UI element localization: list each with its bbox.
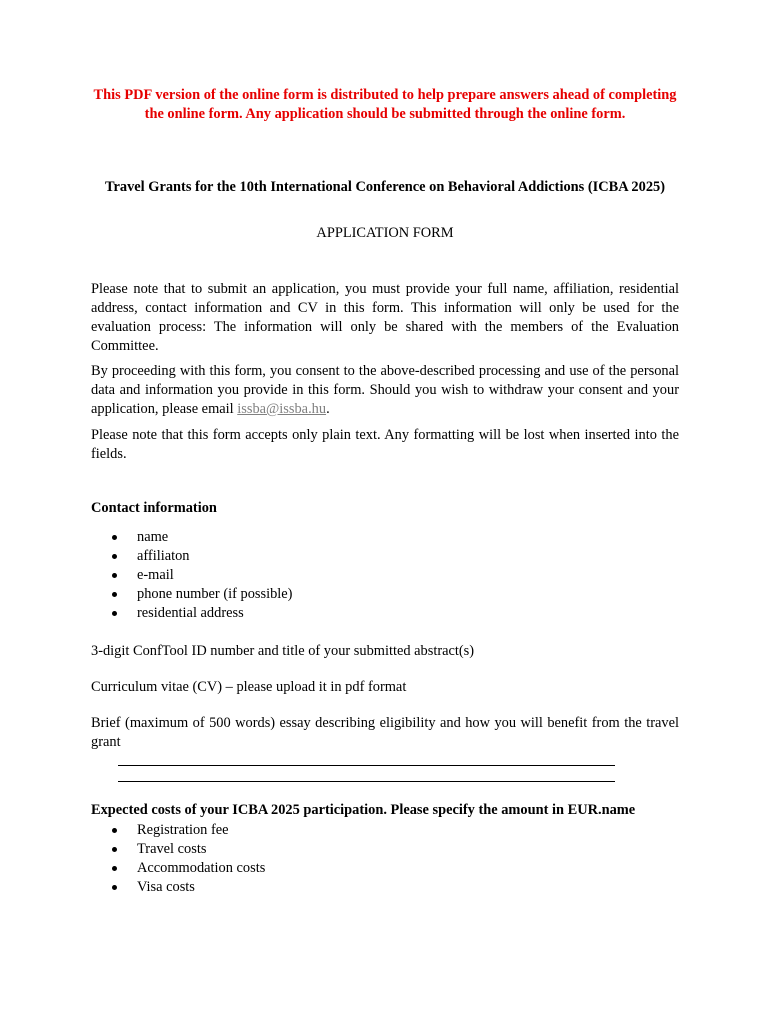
list-item-label: residential address xyxy=(137,605,244,621)
costs-list xyxy=(91,821,265,897)
privacy-paragraph: Please note that to submit an application, you must provide your full name, affiliation, residential address, contact information and CV in this form. This information will only be used for the evaluation process: The information will only be shared with the members of the Evaluation Committee. xyxy=(91,281,679,354)
bullet-icon xyxy=(112,554,117,559)
list-item-label: name xyxy=(137,529,169,545)
form-label: APPLICATION FORM xyxy=(316,225,454,241)
conftool-field-label: 3-digit ConfTool ID number and title of your submitted abstract(s) xyxy=(91,643,475,659)
list-item xyxy=(91,585,292,604)
bullet-icon xyxy=(112,828,117,833)
consent-text: By proceeding with this form, you consent to the above-described processing and use of the personal data and information you provide in this form. Should you wish to withdraw your consent and your application, please email xyxy=(91,363,679,417)
bullet-icon xyxy=(112,573,117,578)
answer-line xyxy=(118,765,615,766)
list-item xyxy=(91,859,265,878)
list-item xyxy=(91,604,292,623)
list-item-label: Registration fee xyxy=(137,822,229,838)
list-item xyxy=(91,566,292,585)
bullet-icon xyxy=(112,847,117,852)
list-item-label: affiliaton xyxy=(137,548,190,564)
consent-paragraph xyxy=(91,362,679,419)
list-item-label: Accommodation costs xyxy=(137,860,266,876)
cv-field-label: Curriculum vitae (CV) – please upload it in pdf format xyxy=(91,679,407,695)
bullet-icon xyxy=(112,611,117,616)
bullet-icon xyxy=(112,866,117,871)
bullet-icon xyxy=(112,535,117,540)
pdf-notice: This PDF version of the online form is distributed to help prepare answers ahead of completing the online form. Any application should be submitted through the online form. xyxy=(93,87,677,122)
email-link[interactable]: issba@issba.hu xyxy=(237,401,327,417)
list-item-label: phone number (if possible) xyxy=(137,586,293,602)
essay-field-label: Brief (maximum of 500 words) essay describing eligibility and how you will benefit from the travel grant xyxy=(91,715,679,750)
plain-text-paragraph: Please note that this form accepts only plain text. Any formatting will be lost when inserted into the fields. xyxy=(91,427,679,462)
bullet-icon xyxy=(112,592,117,597)
list-item-label: e-mail xyxy=(137,567,174,583)
list-item-label: Visa costs xyxy=(137,879,195,895)
list-item xyxy=(91,840,265,859)
list-item xyxy=(91,821,265,840)
contact-list xyxy=(91,528,292,623)
list-item xyxy=(91,547,292,566)
consent-end: . xyxy=(326,401,330,417)
list-item xyxy=(91,878,265,897)
document-title: Travel Grants for the 10th International Conference on Behavioral Addictions (ICBA 2025) xyxy=(104,179,666,195)
answer-line xyxy=(118,781,615,782)
contact-heading: Contact information xyxy=(91,500,217,516)
list-item xyxy=(91,528,292,547)
list-item-label: Travel costs xyxy=(137,841,207,857)
bullet-icon xyxy=(112,885,117,890)
costs-heading: Expected costs of your ICBA 2025 participation. Please specify the amount in EUR.name xyxy=(91,802,636,818)
